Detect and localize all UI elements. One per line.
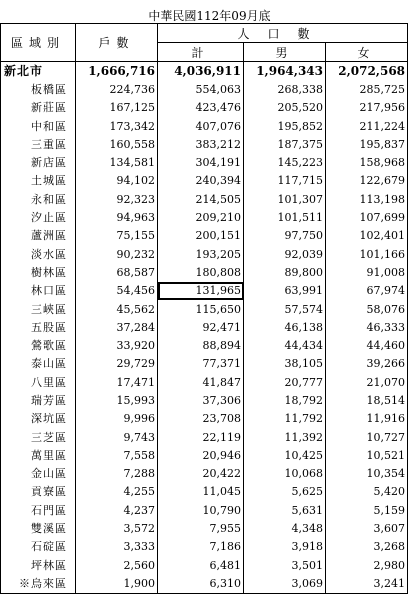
header-households: 戶數 (76, 24, 158, 62)
cell-population-total[interactable]: 20,946 (158, 446, 244, 464)
cell-population-total[interactable]: 77,371 (158, 355, 244, 373)
cell-households[interactable]: 37,284 (76, 318, 158, 336)
cell-district[interactable]: 淡水區 (1, 245, 76, 263)
cell-population-total[interactable]: 92,471 (158, 318, 244, 336)
table-row (1, 556, 408, 574)
cell-households[interactable]: 94,963 (76, 208, 158, 226)
cell-district[interactable]: 汐止區 (1, 208, 76, 226)
cell-female[interactable]: 107,699 (326, 208, 408, 226)
cell-female[interactable]: 2,072,568 (326, 62, 408, 81)
cell-population-total[interactable]: 11,045 (158, 483, 244, 501)
cell-female[interactable]: 101,166 (326, 245, 408, 263)
table-row (1, 282, 408, 300)
cell-population-total[interactable]: 193,205 (158, 245, 244, 263)
table-row (1, 208, 408, 226)
cell-female[interactable]: 67,974 (326, 282, 408, 300)
cell-district[interactable]: 石碇區 (1, 538, 76, 556)
cell-households[interactable]: 2,560 (76, 556, 158, 574)
cell-male[interactable]: 5,631 (244, 501, 326, 519)
table-body (1, 62, 408, 594)
cell-households[interactable]: 9,996 (76, 410, 158, 428)
cell-male[interactable]: 195,852 (244, 117, 326, 135)
cell-female[interactable]: 46,333 (326, 318, 408, 336)
cell-male[interactable]: 5,625 (244, 483, 326, 501)
cell-households[interactable]: 1,900 (76, 574, 158, 593)
cell-female[interactable]: 58,076 (326, 300, 408, 318)
cell-population-total[interactable]: 180,808 (158, 263, 244, 281)
cell-district[interactable]: 五股區 (1, 318, 76, 336)
cell-district[interactable]: 雙溪區 (1, 519, 76, 537)
cell-population-total[interactable]: 240,394 (158, 172, 244, 190)
header-population: 人口數 (158, 24, 408, 43)
cell-male[interactable]: 205,520 (244, 99, 326, 117)
cell-households[interactable]: 3,572 (76, 519, 158, 537)
table-row (1, 99, 408, 117)
cell-households[interactable]: 224,736 (76, 80, 158, 98)
cell-female[interactable]: 113,198 (326, 190, 408, 208)
cell-male[interactable]: 89,800 (244, 263, 326, 281)
cell-population-total[interactable]: 41,847 (158, 373, 244, 391)
cell-population-total[interactable]: 200,151 (158, 227, 244, 245)
cell-male[interactable]: 3,918 (244, 538, 326, 556)
cell-female[interactable]: 2,980 (326, 556, 408, 574)
header-female: 女 (326, 43, 408, 62)
cell-district[interactable]: 三重區 (1, 135, 76, 153)
cell-households[interactable]: 1,666,716 (76, 62, 158, 81)
cell-households[interactable]: 15,993 (76, 391, 158, 409)
cell-population-total[interactable]: 209,210 (158, 208, 244, 226)
header-district: 區域別 (1, 24, 76, 62)
cell-male[interactable]: 38,105 (244, 355, 326, 373)
cell-female[interactable]: 195,837 (326, 135, 408, 153)
cell-male[interactable]: 3,069 (244, 574, 326, 593)
cell-district[interactable]: 坪林區 (1, 556, 76, 574)
table-row (1, 227, 408, 245)
cell-male[interactable]: 57,574 (244, 300, 326, 318)
cell-district[interactable]: 貢寮區 (1, 483, 76, 501)
cell-population-total[interactable]: 214,505 (158, 190, 244, 208)
cell-households[interactable]: 54,456 (76, 282, 158, 300)
cell-male[interactable]: 10,068 (244, 465, 326, 483)
cell-female[interactable]: 3,268 (326, 538, 408, 556)
cell-district[interactable]: 林口區 (1, 282, 76, 300)
cell-female[interactable]: 5,159 (326, 501, 408, 519)
cell-district[interactable]: 金山區 (1, 465, 76, 483)
cell-female[interactable]: 10,354 (326, 465, 408, 483)
cell-district[interactable]: 新北市 (1, 62, 76, 81)
table-row-total (1, 62, 408, 81)
table-row (1, 245, 408, 263)
cell-female[interactable]: 217,956 (326, 99, 408, 117)
table-row (1, 153, 408, 171)
cell-district[interactable]: 石門區 (1, 501, 76, 519)
table-row (1, 465, 408, 483)
cell-population-total[interactable]: 554,063 (158, 80, 244, 98)
cell-male[interactable]: 63,991 (244, 282, 326, 300)
cell-male[interactable]: 11,392 (244, 428, 326, 446)
cell-district[interactable]: 深坑區 (1, 410, 76, 428)
cell-population-total[interactable]: 20,422 (158, 465, 244, 483)
cell-households[interactable]: 33,920 (76, 336, 158, 354)
cell-female[interactable]: 39,266 (326, 355, 408, 373)
cell-population-total[interactable]: 37,306 (158, 391, 244, 409)
cell-female[interactable]: 10,521 (326, 446, 408, 464)
cell-district[interactable]: 三峽區 (1, 300, 76, 318)
cell-male[interactable]: 10,425 (244, 446, 326, 464)
cell-population-total[interactable]: 131,965 (158, 282, 244, 300)
cell-households[interactable]: 3,333 (76, 538, 158, 556)
cell-district[interactable]: 永和區 (1, 190, 76, 208)
cell-district[interactable]: 新莊區 (1, 99, 76, 117)
table-row (1, 300, 408, 318)
cell-households[interactable]: 90,232 (76, 245, 158, 263)
cell-male[interactable]: 44,434 (244, 336, 326, 354)
cell-households[interactable]: 7,288 (76, 465, 158, 483)
cell-district[interactable]: 板橋區 (1, 80, 76, 98)
cell-female[interactable]: 102,401 (326, 227, 408, 245)
table-row (1, 446, 408, 464)
cell-male[interactable]: 145,223 (244, 153, 326, 171)
header-male: 男 (244, 43, 326, 62)
cell-households[interactable]: 173,342 (76, 117, 158, 135)
table-row (1, 80, 408, 98)
cell-male[interactable]: 11,792 (244, 410, 326, 428)
cell-households[interactable]: 92,323 (76, 190, 158, 208)
cell-male[interactable]: 46,138 (244, 318, 326, 336)
cell-district[interactable]: 樹林區 (1, 263, 76, 281)
cell-female[interactable]: 3,241 (326, 574, 408, 593)
cell-households[interactable]: 9,743 (76, 428, 158, 446)
cell-households[interactable]: 4,237 (76, 501, 158, 519)
cell-population-total[interactable]: 23,708 (158, 410, 244, 428)
cell-male[interactable]: 187,375 (244, 135, 326, 153)
cell-female[interactable]: 11,916 (326, 410, 408, 428)
table-row (1, 190, 408, 208)
cell-male[interactable]: 117,715 (244, 172, 326, 190)
table-row (1, 574, 408, 593)
table-row (1, 373, 408, 391)
table-title: 中華民國112年09月底 (148, 9, 271, 23)
cell-district[interactable]: 鶯歌區 (1, 336, 76, 354)
cell-population-total[interactable]: 7,186 (158, 538, 244, 556)
table-row (1, 501, 408, 519)
cell-population-total[interactable]: 407,076 (158, 117, 244, 135)
cell-district[interactable]: 土城區 (1, 172, 76, 190)
table-row (1, 172, 408, 190)
cell-population-total[interactable]: 423,476 (158, 99, 244, 117)
cell-district[interactable]: 泰山區 (1, 355, 76, 373)
cell-male[interactable]: 101,511 (244, 208, 326, 226)
table-row (1, 428, 408, 446)
cell-population-total[interactable]: 10,790 (158, 501, 244, 519)
cell-district[interactable]: 三芝區 (1, 428, 76, 446)
cell-households[interactable]: 134,581 (76, 153, 158, 171)
cell-female[interactable]: 10,727 (326, 428, 408, 446)
cell-population-total[interactable]: 4,036,911 (158, 62, 244, 81)
table-row (1, 336, 408, 354)
cell-population-total[interactable]: 383,212 (158, 135, 244, 153)
table-row (1, 391, 408, 409)
cell-female[interactable]: 122,679 (326, 172, 408, 190)
table-row (1, 355, 408, 373)
table-row (1, 318, 408, 336)
cell-households[interactable]: 29,729 (76, 355, 158, 373)
cell-population-total[interactable]: 6,481 (158, 556, 244, 574)
cell-population-total[interactable]: 7,955 (158, 519, 244, 537)
cell-households[interactable]: 94,102 (76, 172, 158, 190)
cell-households[interactable]: 160,558 (76, 135, 158, 153)
cell-male[interactable]: 3,501 (244, 556, 326, 574)
cell-male[interactable]: 20,777 (244, 373, 326, 391)
table-row (1, 263, 408, 281)
cell-female[interactable]: 5,420 (326, 483, 408, 501)
cell-households[interactable]: 167,125 (76, 99, 158, 117)
cell-households[interactable]: 75,155 (76, 227, 158, 245)
table-row (1, 483, 408, 501)
cell-population-total[interactable]: 88,894 (158, 336, 244, 354)
cell-male[interactable]: 18,792 (244, 391, 326, 409)
cell-female[interactable]: 285,725 (326, 80, 408, 98)
cell-population-total[interactable]: 6,310 (158, 574, 244, 593)
cell-population-total[interactable]: 22,119 (158, 428, 244, 446)
cell-female[interactable]: 3,607 (326, 519, 408, 537)
cell-district[interactable]: 萬里區 (1, 446, 76, 464)
population-table (0, 23, 408, 594)
cell-female[interactable]: 158,968 (326, 153, 408, 171)
cell-households[interactable]: 45,562 (76, 300, 158, 318)
cell-households[interactable]: 17,471 (76, 373, 158, 391)
cell-female[interactable]: 44,460 (326, 336, 408, 354)
cell-district[interactable]: 瑞芳區 (1, 391, 76, 409)
cell-population-total[interactable]: 115,650 (158, 300, 244, 318)
cell-district[interactable]: 八里區 (1, 373, 76, 391)
cell-district[interactable]: 中和區 (1, 117, 76, 135)
cell-male[interactable]: 97,750 (244, 227, 326, 245)
cell-households[interactable]: 7,558 (76, 446, 158, 464)
table-row (1, 538, 408, 556)
cell-male[interactable]: 101,307 (244, 190, 326, 208)
cell-female[interactable]: 91,008 (326, 263, 408, 281)
cell-female[interactable]: 18,514 (326, 391, 408, 409)
cell-male[interactable]: 4,348 (244, 519, 326, 537)
cell-male[interactable]: 268,338 (244, 80, 326, 98)
cell-female[interactable]: 211,224 (326, 117, 408, 135)
table-row (1, 117, 408, 135)
cell-population-total[interactable]: 304,191 (158, 153, 244, 171)
header-total: 計 (158, 43, 244, 62)
cell-male[interactable]: 92,039 (244, 245, 326, 263)
table-row (1, 410, 408, 428)
cell-district[interactable]: 蘆洲區 (1, 227, 76, 245)
cell-male[interactable]: 1,964,343 (244, 62, 326, 81)
cell-district[interactable]: ※烏來區 (1, 574, 76, 593)
cell-households[interactable]: 4,255 (76, 483, 158, 501)
cell-households[interactable]: 68,587 (76, 263, 158, 281)
cell-female[interactable]: 21,070 (326, 373, 408, 391)
table-row (1, 519, 408, 537)
cell-district[interactable]: 新店區 (1, 153, 76, 171)
table-row (1, 135, 408, 153)
